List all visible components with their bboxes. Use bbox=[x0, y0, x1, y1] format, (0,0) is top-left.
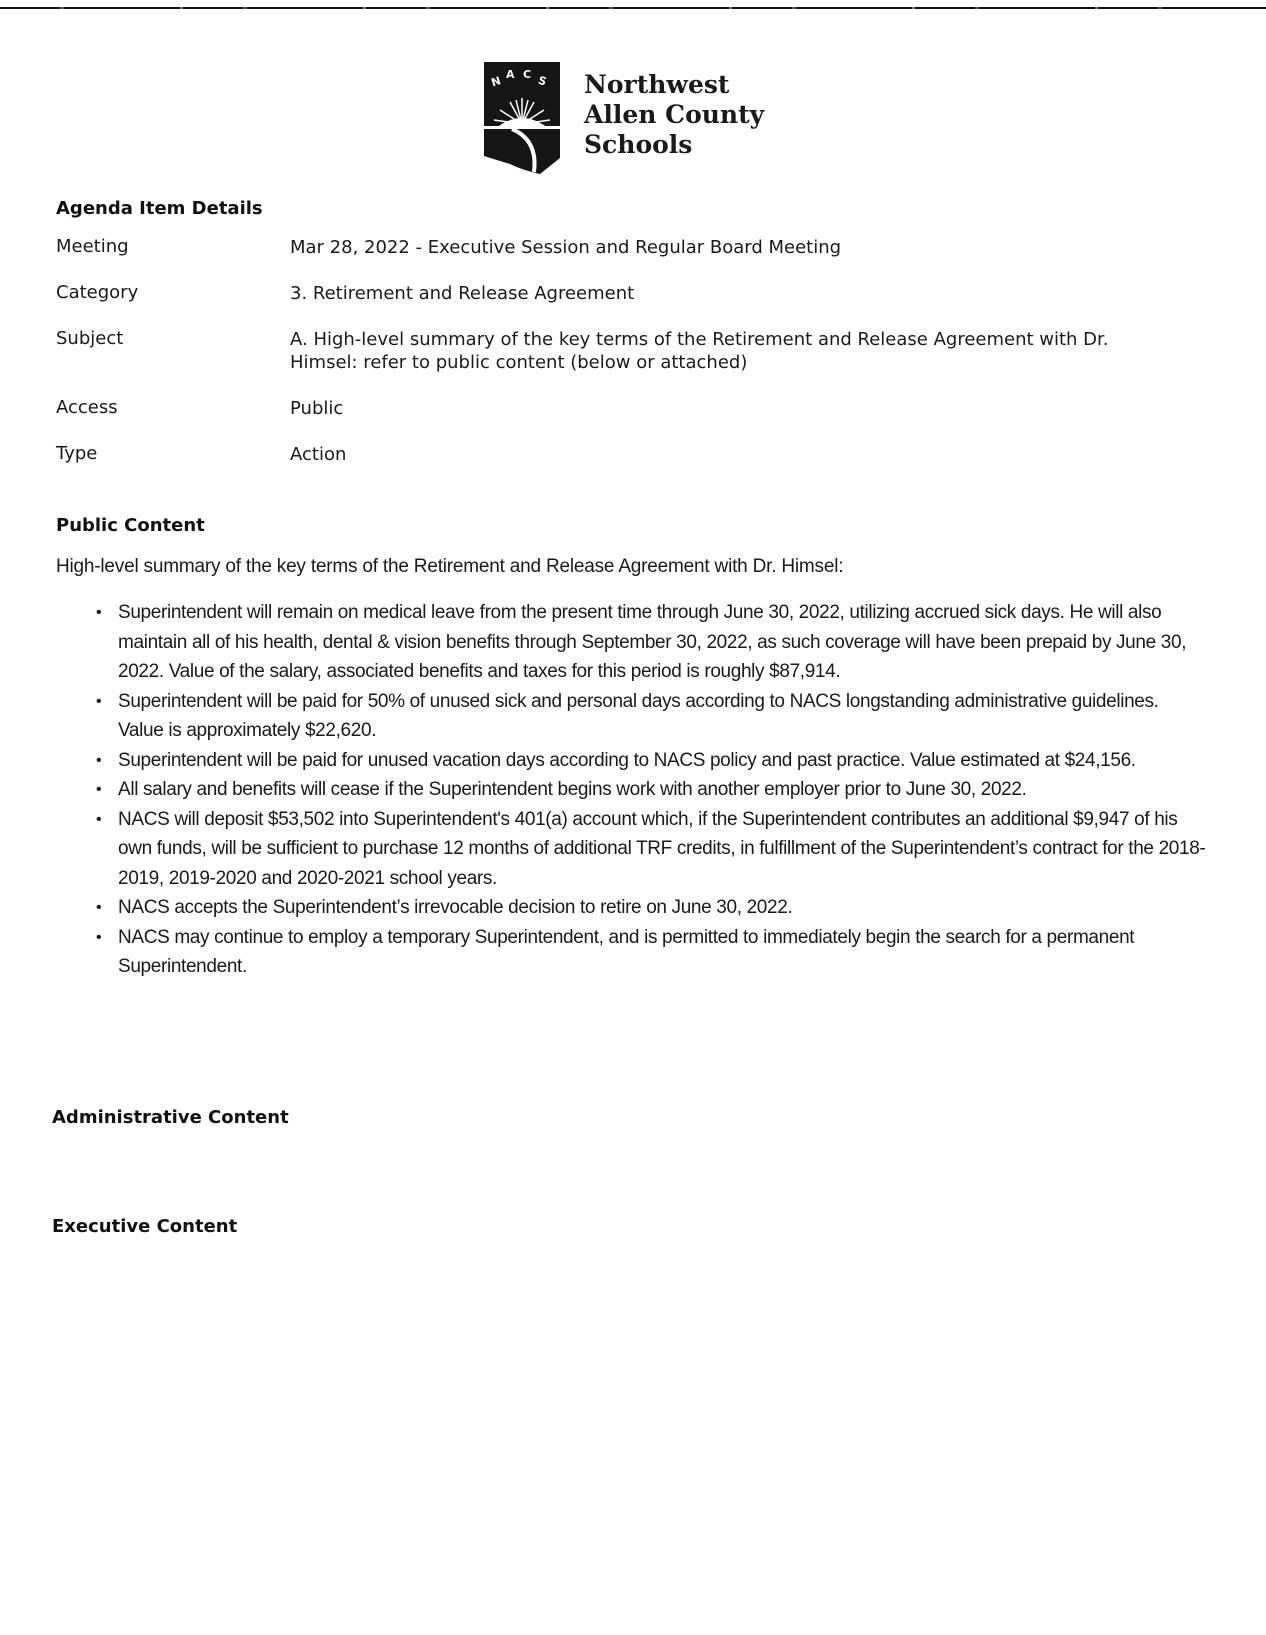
public-content-intro: High-level summary of the key terms of the Retirement and Release Agreement with Dr. Himsel: bbox=[56, 556, 844, 577]
detail-label: Type bbox=[56, 443, 98, 464]
public-content-heading: Public Content bbox=[56, 515, 205, 536]
list-item: • Superintendent will be paid for 50% of unused sick and personal days according to NACS longstanding administrative guidelines. Value is approximately $22,620. bbox=[118, 687, 1206, 746]
detail-row-access bbox=[56, 397, 1206, 443]
school-name-line-1: Northwest bbox=[584, 70, 730, 99]
svg-text:N: N bbox=[489, 74, 503, 90]
school-name-line-3: Schools bbox=[584, 130, 693, 159]
svg-text:A: A bbox=[506, 68, 515, 81]
nacs-logo bbox=[482, 60, 764, 176]
agenda-details-table bbox=[56, 236, 1206, 489]
executive-content-heading: Executive Content bbox=[52, 1216, 238, 1237]
list-item: • Superintendent will remain on medical leave from the present time through June 30, 2022, utilizing accrued sick days. He will also maintain all of his health, dental & vision benefits through September 30, 2022, as such coverage will have been prepaid by June 30, 2022. Value of the salary, associated benefits and taxes for this period is roughly $87,914. bbox=[118, 598, 1206, 687]
detail-label: Subject bbox=[56, 328, 124, 349]
key-terms-list bbox=[56, 598, 1206, 982]
detail-row-category bbox=[56, 282, 1206, 328]
administrative-content-heading: Administrative Content bbox=[52, 1107, 289, 1128]
school-name bbox=[584, 70, 764, 160]
detail-value: 3. Retirement and Release Agreement bbox=[290, 283, 635, 304]
detail-label: Meeting bbox=[56, 236, 129, 257]
detail-value: Public bbox=[290, 398, 344, 419]
svg-text:C: C bbox=[523, 68, 532, 81]
detail-label: Access bbox=[56, 397, 118, 418]
detail-row-type bbox=[56, 443, 1206, 489]
nacs-shield-icon bbox=[482, 60, 562, 176]
detail-value: A. High-level summary of the key terms of the Retirement and Release Agreement with Dr. Himsel: refer to public content (below or attached) bbox=[290, 329, 1109, 373]
list-item: • NACS will deposit $53,502 into Superintendent's 401(a) account which, if the Superintendent contributes an additional $9,947 of his own funds, will be sufficient to purchase 12 months of additional TRF credits, in fulfillment of the Superintendent’s contract for the 2018-2019, 2019-2020 and 2020-2021 school years. bbox=[118, 805, 1206, 894]
agenda-item-details-heading: Agenda Item Details bbox=[56, 198, 263, 219]
scan-artifact-line bbox=[0, 7, 1266, 9]
detail-value: Action bbox=[290, 444, 347, 465]
detail-row-meeting bbox=[56, 236, 1206, 282]
school-name-line-2: Allen County bbox=[584, 100, 765, 129]
svg-text:S: S bbox=[536, 73, 549, 89]
list-item: • NACS may continue to employ a temporary Superintendent, and is permitted to immediately begin the search for a permanent Superintendent. bbox=[118, 923, 1206, 982]
list-item: • All salary and benefits will cease if the Superintendent begins work with another employer prior to June 30, 2022. bbox=[118, 775, 1206, 805]
public-content-body bbox=[56, 556, 1206, 982]
detail-value: Mar 28, 2022 - Executive Session and Regular Board Meeting bbox=[290, 237, 842, 258]
detail-row-subject bbox=[56, 328, 1206, 397]
detail-label: Category bbox=[56, 282, 139, 303]
list-item: • NACS accepts the Superintendent’s irrevocable decision to retire on June 30, 2022. bbox=[118, 893, 1206, 923]
list-item: • Superintendent will be paid for unused vacation days according to NACS policy and past practice. Value estimated at $24,156. bbox=[118, 746, 1206, 776]
